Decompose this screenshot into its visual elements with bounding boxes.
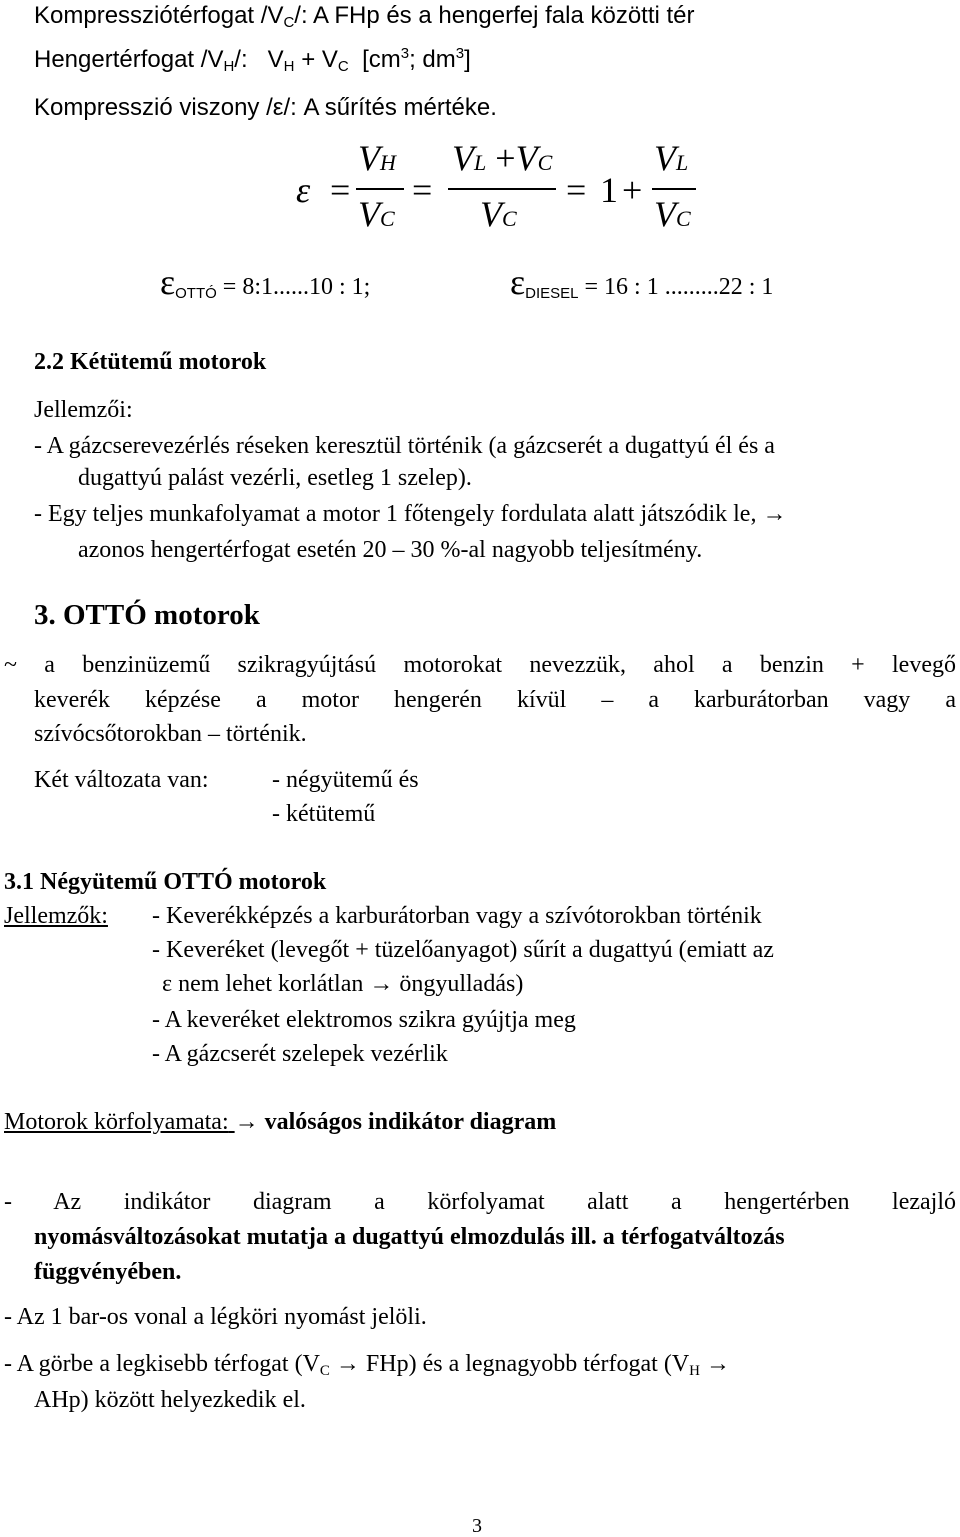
s22-bullet1-line2: dugattyú palást vezérli, esetleg 1 szelep).: [78, 465, 472, 491]
formula-eps: ε: [296, 170, 311, 210]
cycle-line: Motorok körfolyamata: → valóságos indikátor diagram: [4, 1109, 557, 1135]
bullet-1-line2: nyomásváltozásokat mutatja a dugattyú elmozdulás ill. a térfogatváltozás: [34, 1224, 785, 1250]
s31-item-2: - Keveréket (levegőt + tüzelőanyagot) sűrít a dugattyú (emiatt az: [152, 937, 774, 963]
page-number: 3: [472, 1515, 482, 1537]
arrow-icon: →: [234, 1109, 259, 1135]
s31-item-4: - A keveréket elektromos szikra gyújtja meg: [152, 1007, 576, 1033]
formula-eq3: =: [566, 170, 587, 210]
bullet-3-line2: AHp) között helyezkedik el.: [34, 1387, 306, 1413]
def-compression-ratio: Kompresszió viszony /ε/: A sűrítés mértéke.: [34, 94, 497, 121]
arrow-icon: →: [762, 501, 787, 527]
fraction-bar-3: [652, 188, 696, 190]
s3-para-line2: keverék képzése a motor hengerén kívül – a karburátorban vagy a: [34, 687, 956, 713]
s3-variant-1: - négyütemű és: [272, 767, 419, 793]
arrow-icon: →: [369, 971, 394, 997]
def-compression-volume: Kompressziótérfogat $/V_C/$: A FHp és a hengerfej fala közötti tér: [34, 2, 695, 31]
s22-bullet1-line1: - A gázcserevezérlés réseken keresztül történik (a gázcserét a dugattyú él és a: [34, 433, 775, 459]
s3-variant-2: - kétütemű: [272, 801, 376, 827]
s3-para-line3: szívócsőtorokban – történik.: [34, 721, 307, 747]
s22-label: Jellemzői:: [34, 397, 133, 423]
s3-para-line1: ~ a benzinüzemű szikragyújtású motorokat nevezzük, ahol a benzin + levegő: [4, 652, 956, 678]
formula-one: 1: [600, 170, 618, 210]
formula-num2: VL +VC: [452, 138, 553, 178]
formula-plus: +: [622, 170, 643, 210]
s22-bullet2-line1: - Egy teljes munkafolyamat a motor 1 főtengely fordulata alatt játszódik le, →: [34, 501, 787, 527]
arrow-icon: →: [706, 1351, 731, 1377]
arrow-icon: →: [335, 1351, 360, 1377]
fraction-bar-2: [448, 188, 556, 190]
formula-den2: VC: [480, 194, 517, 234]
formula-den1: VC: [358, 194, 395, 234]
heading-2-2: 2.2 Kétütemű motorok: [34, 349, 267, 375]
s22-bullet2-line2: azonos hengertérfogat esetén 20 – 30 %-al nagyobb teljesítmény.: [78, 537, 703, 563]
fraction-bar-1: [356, 188, 404, 190]
s31-label: Jellemzők:: [4, 903, 108, 929]
s3-variants-label: Két változata van:: [34, 767, 209, 793]
bullet-1-line3: függvényében.: [34, 1259, 182, 1285]
otto-ratio: $\varepsilon_{OTTÓ}$ = 8:1......10 : 1;: [160, 262, 371, 302]
heading-3-1: 3.1 Négyütemű OTTÓ motorok: [4, 869, 327, 895]
formula-num3: VL: [654, 138, 689, 178]
bullet-2: - Az 1 bar-os vonal a légköri nyomást jelöli.: [4, 1304, 427, 1330]
diesel-ratio: $\varepsilon_{DIESEL} = 16$ : 1 .........22 : 1: [510, 262, 774, 302]
bullet-1-line1: - Az indikátor diagram a körfolyamat alatt a hengertérben lezajló: [4, 1189, 956, 1215]
s31-item-5: - A gázcserét szelepek vezérlik: [152, 1041, 448, 1067]
formula-den3: VC: [654, 194, 691, 234]
heading-3: 3. OTTÓ motorok: [34, 599, 260, 631]
def-cylinder-volume: Hengertérfogat $/V_H/$: $V_H + V_C$ [$cm^3$; $dm^3$]: [34, 45, 471, 75]
bullet-3-line1: - A görbe a legkisebb térfogat $(V_C \to FHp)$ és a legnagyobb térfogat ($V_H$ →: [4, 1351, 731, 1379]
formula-eq: =: [330, 170, 351, 210]
formula-eq2: =: [412, 170, 433, 210]
formula-num1: VH: [358, 138, 396, 178]
s31-item-3: ε nem lehet korlátlan → öngyulladás): [162, 971, 524, 997]
s31-item-1: - Keverékképzés a karburátorban vagy a szívótorokban történik: [152, 903, 762, 929]
